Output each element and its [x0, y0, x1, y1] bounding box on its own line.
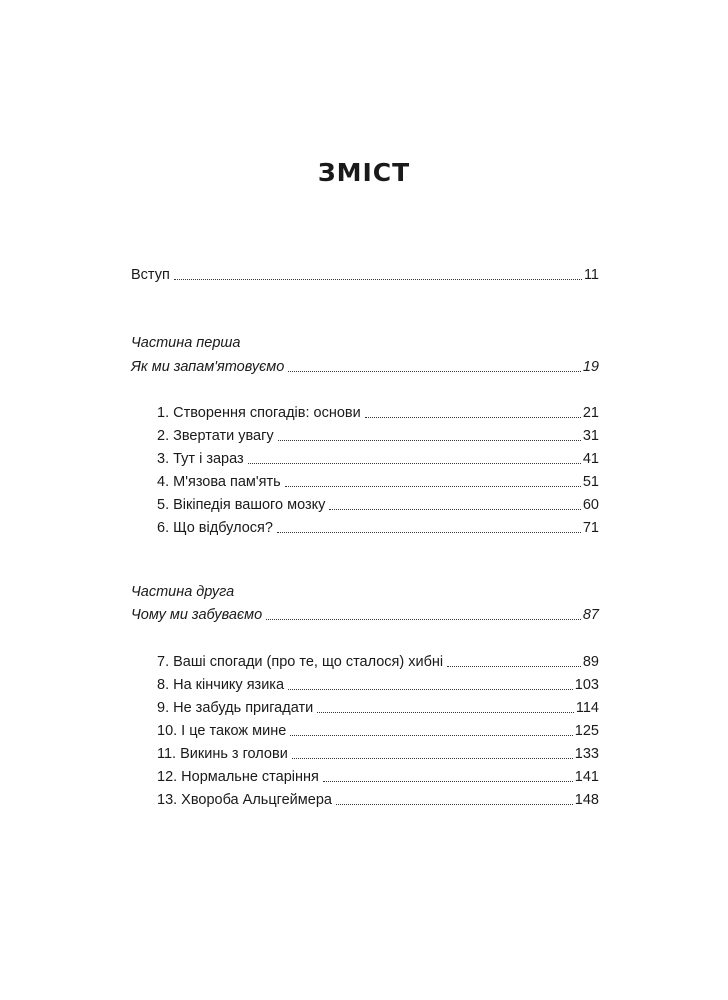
toc-entry-label: 9. Не забудь пригадати — [157, 700, 314, 716]
dot-leader — [323, 780, 573, 782]
page-title: ЗМІСТ — [317, 158, 411, 187]
dot-leader — [336, 803, 573, 805]
dot-leader — [248, 462, 581, 464]
toc-entry-chapter[interactable] — [157, 721, 599, 741]
dot-leader — [292, 757, 573, 759]
toc-entry-chapter[interactable] — [157, 744, 599, 764]
toc-entry-page: 71 — [582, 520, 599, 536]
toc-entry-label: 7. Ваші спогади (про те, що сталося) хибні — [157, 654, 444, 670]
toc-entry-page: 125 — [574, 723, 599, 739]
toc-entry-label: 13. Хвороба Альцгеймера — [157, 792, 332, 808]
toc-entry-page: 51 — [582, 474, 599, 490]
toc-entry-chapter[interactable] — [157, 790, 599, 810]
dot-leader — [447, 665, 581, 667]
toc-entry-part1-title[interactable] — [131, 357, 599, 377]
toc-entry-page: 148 — [574, 792, 599, 808]
toc-entry-label: 12. Нормальне старіння — [157, 769, 319, 785]
toc-entry-intro[interactable] — [131, 265, 599, 285]
toc-entry-chapter[interactable] — [157, 675, 599, 695]
toc-entry-label: 8. На кінчику язика — [157, 677, 285, 693]
dot-leader — [290, 734, 573, 736]
toc-entry-page: 31 — [582, 428, 599, 444]
toc-entry-page: 141 — [574, 769, 599, 785]
toc-entry-label: 2. Звертати увагу — [157, 428, 274, 444]
toc-entry-label: 5. Вікіпедія вашого мозку — [157, 497, 326, 513]
toc-entry-label: Як ми запам'ятовуємо — [131, 359, 285, 375]
dot-leader — [285, 485, 581, 487]
toc-entry-chapter[interactable] — [157, 495, 599, 515]
toc-entry-label: Вступ — [131, 267, 170, 283]
toc-entry-label: Чому ми забуваємо — [131, 607, 263, 623]
toc-entry-page: 114 — [575, 700, 599, 716]
toc-entry-chapter[interactable] — [157, 518, 599, 538]
dot-leader — [277, 531, 581, 533]
dot-leader — [278, 439, 581, 441]
toc-entry-page: 19 — [582, 359, 599, 375]
toc-entry-chapter[interactable] — [157, 767, 599, 787]
dot-leader — [174, 278, 582, 280]
dot-leader — [266, 618, 581, 620]
toc-entry-page: 103 — [574, 677, 599, 693]
toc-entry-part2-title[interactable] — [131, 605, 599, 625]
toc-entry-label: 10. І це також мине — [157, 723, 287, 739]
toc-entry-chapter[interactable] — [157, 449, 599, 469]
toc-entry-label: 4. М'язова пам'ять — [157, 474, 281, 490]
dot-leader — [288, 370, 581, 372]
dot-leader — [288, 688, 573, 690]
toc-entry-label: 11. Викинь з голови — [157, 746, 288, 762]
toc-entry-chapter[interactable] — [157, 426, 599, 446]
toc-entry-page: 87 — [582, 607, 599, 623]
toc-entry-chapter[interactable] — [157, 698, 599, 718]
dot-leader — [365, 416, 581, 418]
toc-entry-label: 1. Створення спогадів: основи — [157, 405, 361, 421]
toc-entry-page: 133 — [574, 746, 599, 762]
toc-entry-chapter[interactable] — [157, 472, 599, 492]
part2-label: Частина друга — [131, 584, 235, 600]
toc-entry-page: 89 — [582, 654, 599, 670]
toc-entry-label: 6. Що відбулося? — [157, 520, 273, 536]
toc-entry-page: 21 — [582, 405, 599, 421]
part1-label: Частина перша — [131, 335, 241, 351]
toc-entry-label: 3. Тут і зараз — [157, 451, 244, 467]
toc-entry-chapter[interactable] — [157, 403, 599, 423]
toc-entry-page: 41 — [582, 451, 599, 467]
toc-entry-page: 11 — [583, 267, 599, 283]
dot-leader — [329, 508, 580, 510]
toc-entry-chapter[interactable] — [157, 652, 599, 672]
dot-leader — [317, 711, 574, 713]
toc-entry-page: 60 — [582, 497, 599, 513]
